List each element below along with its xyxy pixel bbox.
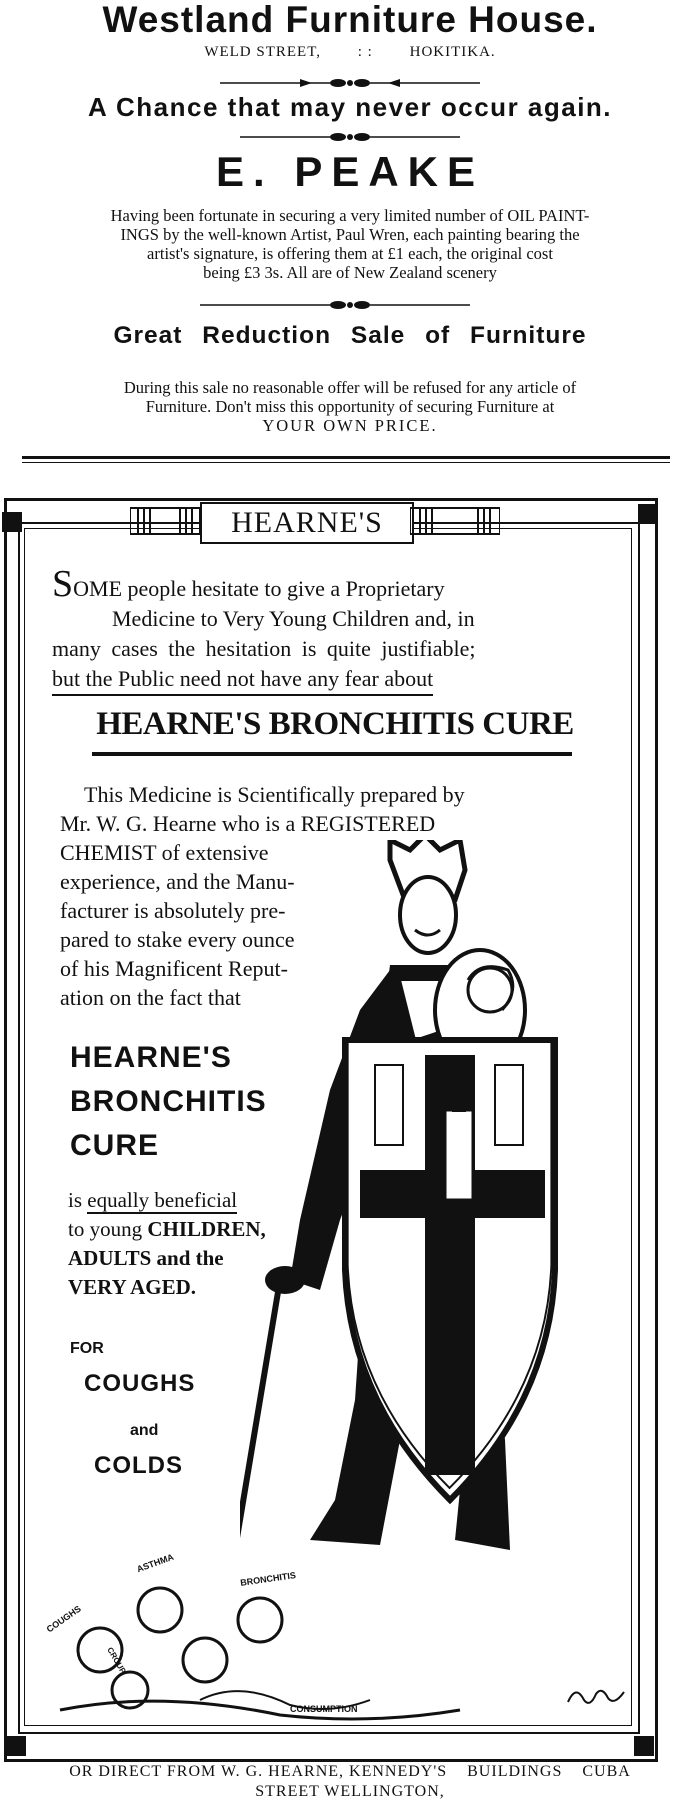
intro-line: Medicine to Very Young Children and, in (112, 606, 475, 631)
reduction-line: During this sale no reasonable offer will be refused for any article of (123, 378, 577, 397)
cure-line: BRONCHITIS (70, 1085, 267, 1118)
colds-label: COLDS (94, 1452, 183, 1479)
store-address (0, 44, 700, 61)
medicine-line: pared to stake every ounce (60, 927, 295, 952)
medicine-line: This Medicine is Scientifically prepared by (84, 782, 465, 807)
corner-ornament-icon (4, 1734, 28, 1758)
reduction-line: Furniture. Don't miss this opportunity of securing Furniture at (145, 397, 555, 416)
intro-line: SOME people hesitate to give a Proprietary (52, 563, 445, 605)
ornament-divider-icon (0, 298, 700, 312)
ornament-divider-icon (0, 76, 700, 90)
cure-line: HEARNE'S (70, 1041, 232, 1074)
medicine-line: CHEMIST of extensive (60, 840, 269, 865)
ad-intro-paragraph (52, 563, 612, 696)
intro-line: but the Public need not have any fear about (52, 664, 433, 696)
drop-cap: S (52, 563, 74, 605)
paintings-line: INGS by the well-known Artist, Paul Wren, each painting bearing the (120, 225, 580, 244)
paintings-offer (0, 206, 700, 282)
footer-line: STREET WELLINGTON, (255, 1783, 445, 1800)
town-name: HOKITIKA. (409, 44, 496, 60)
section-rule (22, 462, 670, 463)
store-title: Westland Furniture House. (102, 0, 598, 40)
chance-headline: A Chance that may never occur again. (87, 92, 613, 122)
corner-ornament-icon (636, 502, 660, 526)
footer-line: OR DIRECT FROM W. G. HEARNE, KENNEDY'S BUILDINGS CUBA (69, 1763, 631, 1780)
reduction-sale-headline: Great Reduction Sale of Furniture (113, 322, 587, 349)
ailments-caricature-icon (40, 1540, 490, 1730)
ailment-label: BRONCHITIS (239, 1570, 297, 1588)
artist-signature-icon (566, 1682, 626, 1712)
proprietor-name: E. PEAKE (215, 148, 485, 195)
paintings-line: Having been fortunate in securing a very limited number of OIL PAINT- (110, 206, 590, 225)
hearnes-banner: HEARNE'S (200, 502, 414, 544)
benefit-line: VERY AGED. (68, 1275, 196, 1299)
medicine-paragraph (60, 780, 620, 838)
intro-line: many cases the hesitation is quite justifiable; (52, 636, 476, 661)
corner-ornament-icon (0, 510, 24, 534)
medicine-line: Mr. W. G. Hearne who is a REGISTERED (60, 811, 436, 836)
ailment-label: ASTHMA (135, 1551, 176, 1575)
medicine-line: experience, and the Manu- (60, 869, 295, 894)
medicine-line: ation on the fact that (60, 985, 241, 1010)
corner-ornament-icon (632, 1734, 656, 1758)
benefit-line: to young CHILDREN, (68, 1217, 266, 1241)
street-name: WELD STREET, (204, 44, 322, 60)
benefit-line: ADULTS and the (68, 1246, 224, 1270)
reduction-sale-text (0, 378, 700, 435)
paintings-line: being £3 3s. All are of New Zealand scenery (203, 263, 497, 282)
ailment-label: COUGHS (44, 1603, 83, 1635)
ailment-label: CONSUMPTION (290, 1704, 358, 1714)
section-rule (22, 456, 670, 459)
cure-line: CURE (70, 1129, 160, 1162)
ailment-label: CROUP (105, 1645, 128, 1676)
ornament-divider-icon (0, 130, 700, 144)
bronchitis-cure-headline: HEARNE'S BRONCHITIS CURE (96, 706, 574, 742)
for-label: FOR (70, 1340, 104, 1357)
medicine-line: facturer is absolutely pre- (60, 898, 286, 923)
ad-footer (0, 1762, 700, 1802)
headline-underline (92, 752, 572, 756)
paintings-line: artist's signature, is offering them at £1 each, the original cost (147, 244, 553, 263)
banner-ornament-left-icon (130, 504, 200, 538)
address-separator: : : (357, 44, 373, 60)
coughs-label: COUGHS (84, 1370, 196, 1397)
and-label: and (130, 1422, 159, 1439)
reduction-line: YOUR OWN PRICE. (262, 416, 438, 435)
benefit-line: is equally beneficial (68, 1188, 238, 1212)
banner-ornament-right-icon (410, 504, 500, 538)
medicine-line: of his Magnificent Reput- (60, 956, 288, 981)
